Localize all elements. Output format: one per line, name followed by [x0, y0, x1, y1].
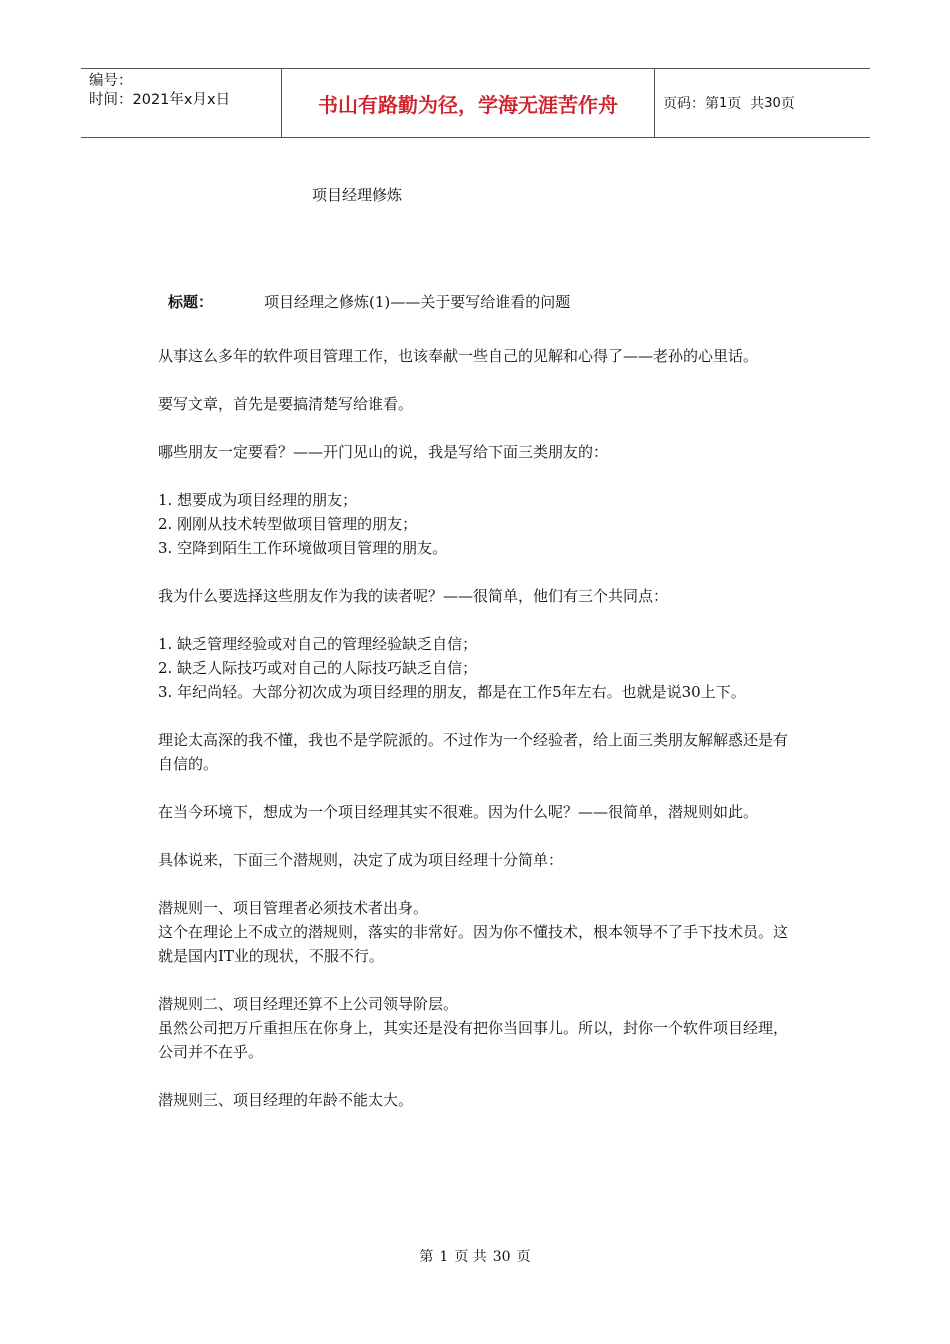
header-page-cell [655, 69, 870, 137]
subject-label: 标题： [168, 293, 214, 311]
common-points-list [158, 632, 798, 704]
footer-prefix: 第 [419, 1249, 434, 1265]
rule-1-title: 潜规则一、项目管理者必须技术者出身。 [158, 899, 429, 917]
article-body [158, 344, 798, 1112]
page-footer [0, 1246, 950, 1266]
rule-2-title: 潜规则二、项目经理还算不上公司领导阶层。 [158, 995, 459, 1013]
header-page-suffix: 页 [780, 96, 795, 112]
list-item: 2. 缺乏人际技巧或对自己的人际技巧缺乏自信； [158, 659, 478, 677]
header-table [81, 68, 870, 138]
paragraph-audience: 要写文章，首先是要搞清楚写给谁看。 [158, 395, 414, 413]
list-item: 3. 空降到陌生工作环境做项目管理的朋友。 [158, 539, 448, 557]
rule-1-text: 这个在理论上不成立的潜规则，落实的非常好。因为你不懂技术，根本领导不了手下技术员。这就是国内IT业的现状，不服不行。 [158, 923, 789, 965]
header-info-cell [81, 69, 282, 137]
header-page-mid: 页 共 [727, 96, 765, 112]
paragraph-who-reads: 哪些朋友一定要看？——开门见山的说，我是写给下面三类朋友的： [158, 443, 609, 461]
list-item: 2. 刚刚从技术转型做项目管理的朋友； [158, 515, 418, 533]
document-title: 项目经理修炼 [312, 186, 403, 204]
paragraph-rules-intro: 具体说来，下面三个潜规则，决定了成为项目经理十分简单： [158, 851, 564, 869]
paragraph-theory: 理论太高深的我不懂，我也不是学院派的。不过作为一个经验者，给上面三类朋友解解惑还是有自信的。 [158, 731, 789, 773]
rule-2-text: 虽然公司把万斤重担压在你身上，其实还是没有把你当回事儿。所以，封你一个软件项目经理，公司并不在乎。 [158, 1019, 789, 1061]
document-time: 时间：2021年x月x日 [89, 92, 231, 108]
document-number-label: 编号： [89, 73, 133, 89]
footer-mid: 页 共 [454, 1249, 487, 1265]
list-item: 1. 想要成为项目经理的朋友； [158, 491, 358, 509]
subject-text: 项目经理之修炼(1)——关于要写给谁看的问题 [264, 293, 571, 311]
paragraph-environment: 在当今环境下，想成为一个项目经理其实不很难。因为什么呢？——很简单，潜规则如此。 [158, 803, 759, 821]
subject-line [168, 291, 570, 312]
rule-3-title: 潜规则三、项目经理的年龄不能太大。 [158, 1091, 414, 1109]
reader-list [158, 488, 798, 560]
list-item: 1. 缺乏管理经验或对自己的管理经验缺乏自信； [158, 635, 478, 653]
header-page-prefix: 页码：第 [663, 96, 719, 112]
header-motto-cell [282, 69, 655, 137]
header-page-number: 1 [719, 95, 728, 111]
paragraph-why: 我为什么要选择这些朋友作为我的读者呢？——很简单，他们有三个共同点： [158, 587, 669, 605]
footer-page-total: 30 [492, 1249, 511, 1265]
header-page-total: 30 [764, 95, 781, 111]
footer-suffix: 页 [516, 1249, 531, 1265]
list-item: 3. 年纪尚轻。大部分初次成为项目经理的朋友，都是在工作5年左右。也就是说30上下。 [158, 683, 746, 701]
footer-page-number: 1 [439, 1249, 449, 1265]
header-motto: 书山有路勤为径，学海无涯苦作舟 [318, 92, 618, 117]
paragraph-intro: 从事这么多年的软件项目管理工作，也该奉献一些自己的见解和心得了——老孙的心里话。 [158, 347, 759, 365]
